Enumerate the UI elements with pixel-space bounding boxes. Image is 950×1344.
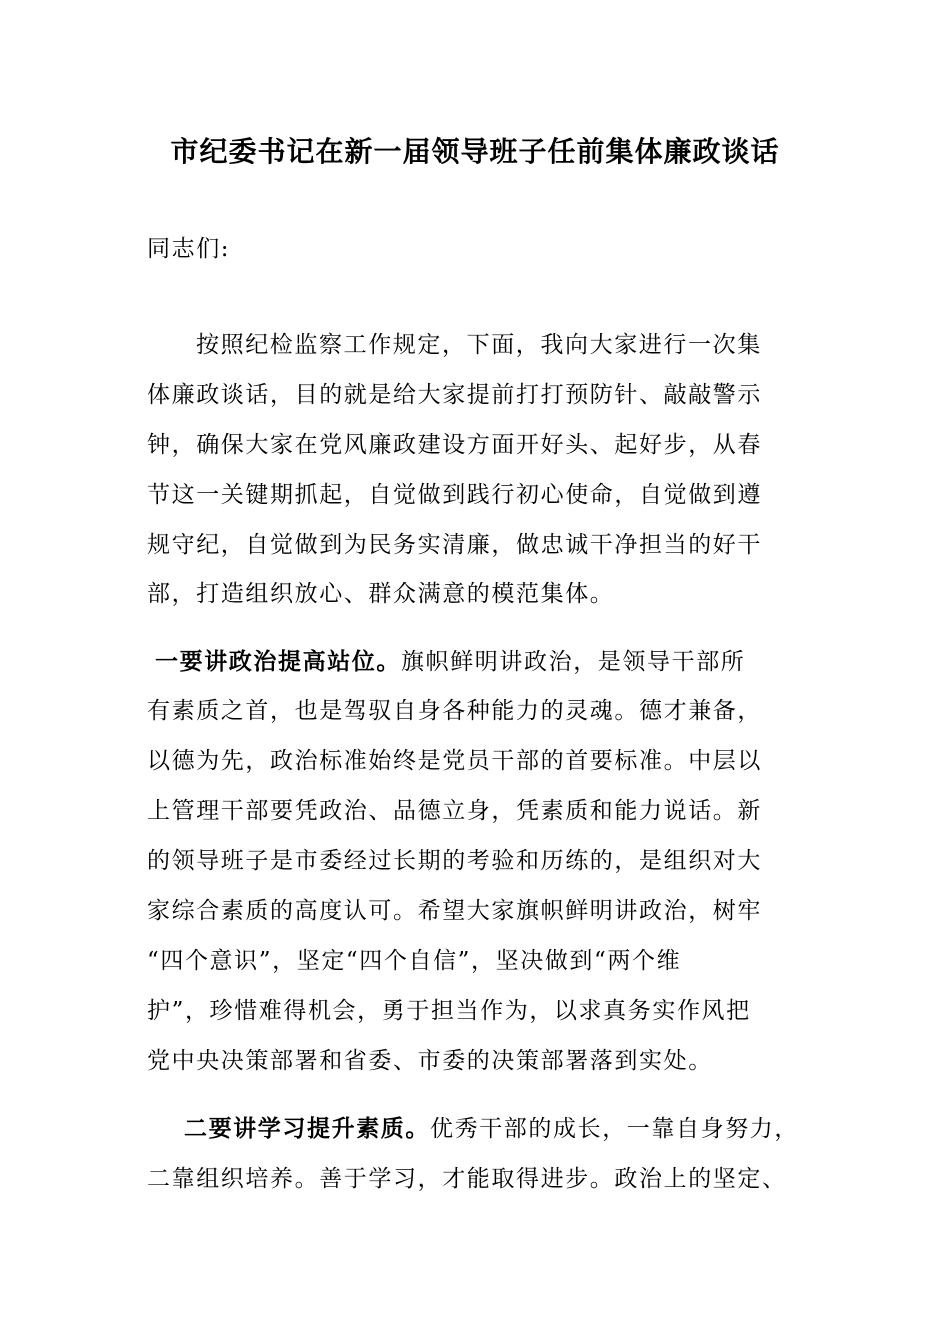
intro-line: 节这一关键期抓起，自觉做到践行初心使命，自觉做到遵 <box>147 482 762 508</box>
section1-line: 以德为先，政治标准始终是党员干部的首要标准。中层以 <box>147 748 762 774</box>
section1-line: 党中央决策部署和省委、市委的决策部署落到实处。 <box>147 1048 713 1074</box>
section1-line: “四个意识”，坚定“四个自信”，坚决做到“两个维 <box>147 948 682 974</box>
section1-first-text: 旗帜鲜明讲政治，是领导干部所 <box>401 649 746 675</box>
intro-line: 体廉政谈话，目的就是给大家提前打打预防针、敲敲警示 <box>147 382 762 408</box>
section1-first-line <box>155 643 745 676</box>
section1-heading: 一要讲政治提高站位。 <box>155 649 401 675</box>
page-title: 市纪委书记在新一届领导班子任前集体廉政谈话 <box>170 135 780 168</box>
section2-first-text: 优秀干部的成长，一靠自身努力， <box>430 1116 799 1142</box>
intro-line: 按照纪检监察工作规定，下面，我向大家进行一次集 <box>196 332 762 358</box>
section2-first-line <box>184 1110 799 1143</box>
section1-line: 的领导班子是市委经过长期的考验和历练的，是组织对大 <box>147 848 762 874</box>
intro-line: 钟，确保大家在党风廉政建设方面开好头、起好步，从春 <box>147 432 762 458</box>
section2-line: 二靠组织培养。善于学习，才能取得进步。政治上的坚定、 <box>147 1166 787 1192</box>
section1-line: 有素质之首，也是驾驭自身各种能力的灵魂。德才兼备， <box>147 698 762 724</box>
salutation: 同志们: <box>147 236 231 262</box>
section1-line: 护”，珍惜难得机会，勇于担当作为，以求真务实作风把 <box>147 998 751 1024</box>
section2-heading: 二要讲学习提升素质。 <box>184 1116 430 1142</box>
section1-line: 上管理干部要凭政治、品德立身，凭素质和能力说话。新 <box>147 798 762 824</box>
intro-line: 规守纪，自觉做到为民务实清廉，做忠诚干净担当的好干 <box>147 532 762 558</box>
section1-line: 家综合素质的高度认可。希望大家旗帜鲜明讲政治，树牢 <box>147 898 762 924</box>
intro-line: 部，打造组织放心、群众满意的模范集体。 <box>147 581 615 607</box>
